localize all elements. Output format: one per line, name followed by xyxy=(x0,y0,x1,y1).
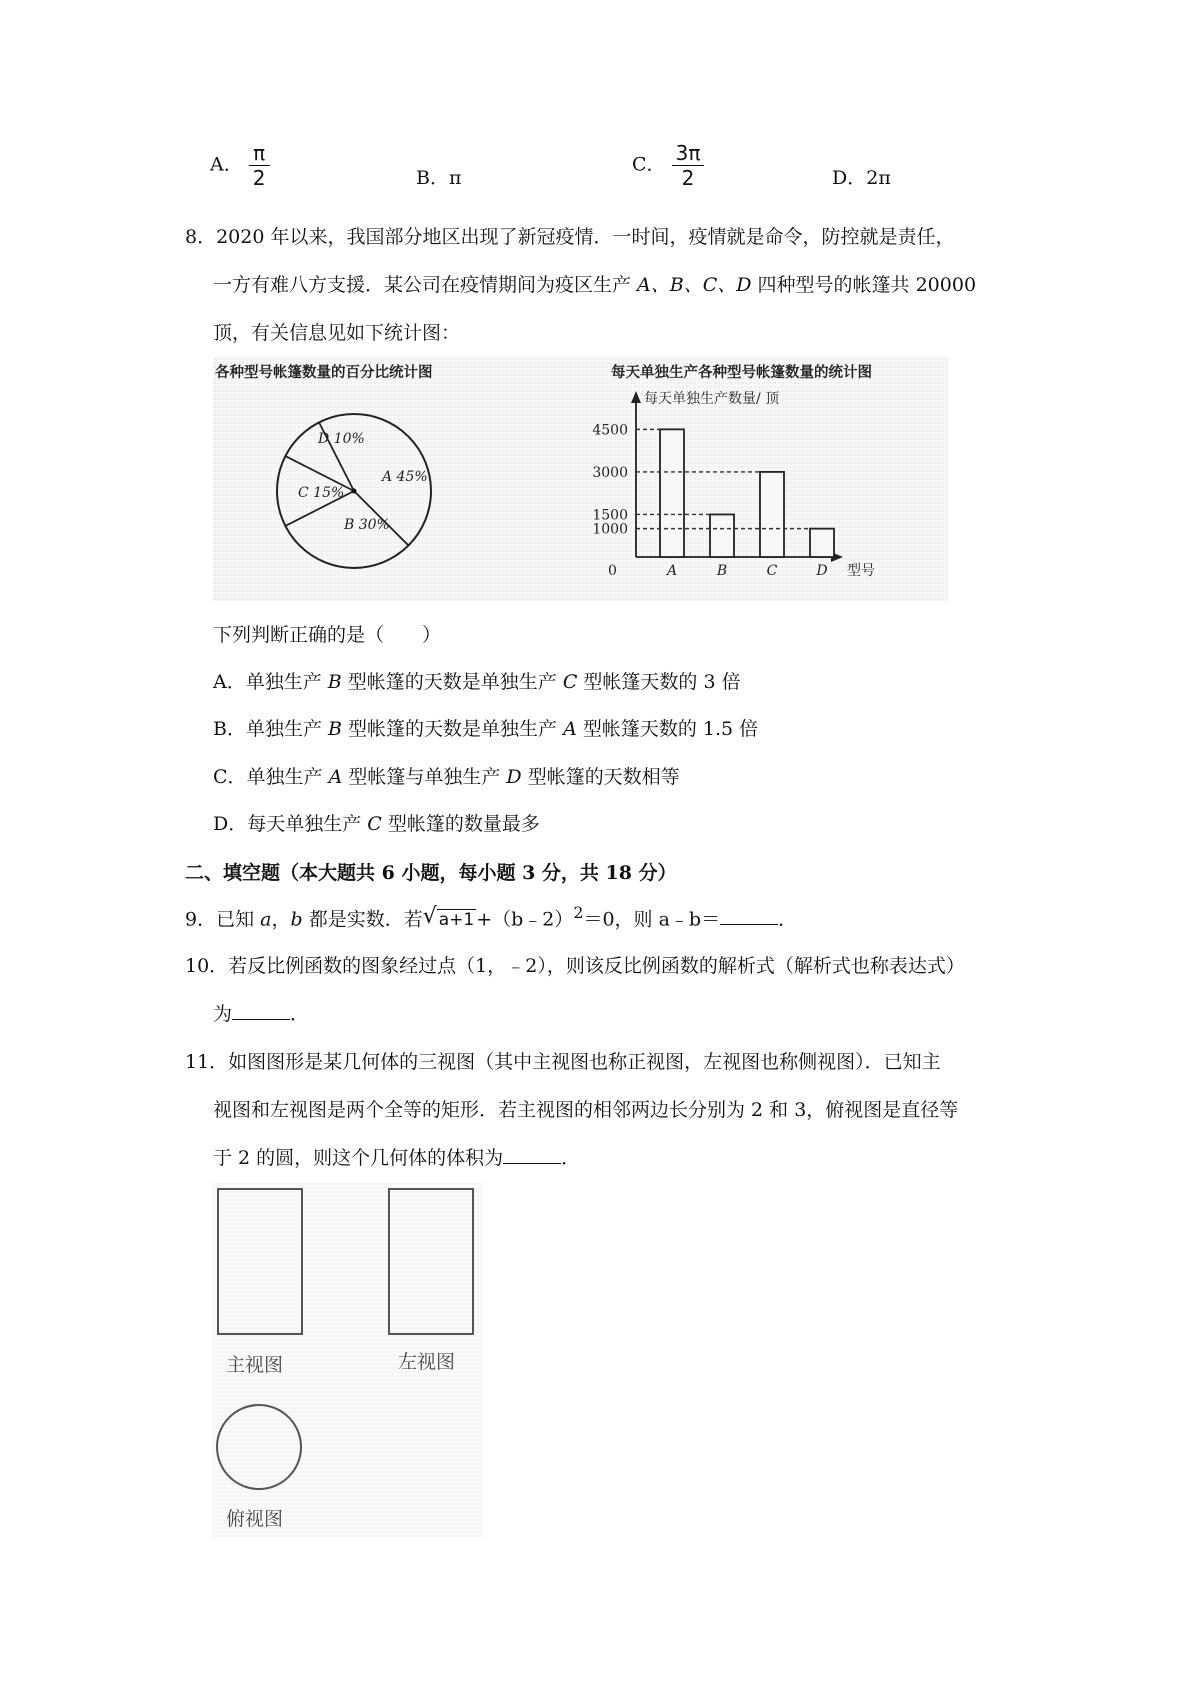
numerator: 3π xyxy=(672,141,705,166)
radicand: a+1 xyxy=(438,910,475,931)
model-name: A xyxy=(563,718,577,740)
pie-slice-label-c: C 15% xyxy=(298,485,345,501)
top-view-label: 俯视图 xyxy=(226,1508,284,1530)
bar-a xyxy=(660,429,684,557)
answer-blank[interactable] xyxy=(232,1001,290,1020)
y-tick-label: 3000 xyxy=(592,464,628,481)
q8-option xyxy=(213,809,540,836)
option-label: A． xyxy=(213,671,246,693)
x-tick-label: A xyxy=(666,563,678,579)
bar-chart xyxy=(592,390,875,579)
left-view-rectangle xyxy=(389,1189,473,1334)
q7-option-b xyxy=(416,163,461,190)
text: 型帐篷与单独生产 xyxy=(342,766,507,788)
q11-line-2: 视图和左视图是两个全等的矩形．若主视图的相邻两边长分别为 2 和 3，俯视图是直径等 xyxy=(213,1099,959,1121)
model-name: C xyxy=(562,671,578,693)
option-label: A． xyxy=(210,153,243,176)
text: ． xyxy=(290,1003,310,1025)
option-label: D． xyxy=(832,167,867,189)
text: 单独生产 xyxy=(245,671,328,693)
model-name: B xyxy=(327,671,342,693)
q7-option-d xyxy=(832,163,891,190)
pie-chart xyxy=(277,414,431,568)
option-text: 2π xyxy=(866,167,891,189)
text: 每天单独生产 xyxy=(247,813,368,835)
left-view-label: 左视图 xyxy=(398,1351,456,1373)
text: ＝0，则 a﹣b＝ xyxy=(583,908,721,931)
q11-line-1: 11．如图图形是某几何体的三视图（其中主视图也称正视图，左视图也称侧视图）．已知主 xyxy=(185,1051,941,1073)
y-tick-label: 4500 xyxy=(592,422,628,439)
bar-b xyxy=(710,514,734,557)
three-views-figure xyxy=(212,1182,483,1537)
fraction xyxy=(672,141,705,190)
y-axis-label: 每天单独生产数量/ 顶 xyxy=(644,391,780,407)
answer-blank[interactable] xyxy=(503,1145,561,1164)
y-tick-label: 1000 xyxy=(592,521,628,538)
q8-option xyxy=(213,667,741,694)
q8-line-2 xyxy=(213,270,976,297)
pie-slice-label-a: A 45% xyxy=(382,469,428,485)
text: 为 xyxy=(213,1003,233,1025)
text: （b﹣2） xyxy=(492,908,574,931)
answer-blank[interactable] xyxy=(720,906,778,925)
option-label: D． xyxy=(213,813,248,835)
text: 型帐篷天数的 3 倍 xyxy=(577,671,741,693)
bar-chart-title: 每天单独生产各种型号帐篷数量的统计图 xyxy=(611,365,872,381)
model-name: C xyxy=(367,813,382,835)
text: 于 2 的圆，则这个几何体的体积为 xyxy=(213,1147,504,1169)
option-label: C． xyxy=(632,153,666,176)
text: 四种型号的帐篷共 20000 xyxy=(751,274,977,296)
y-tick-label: 1500 xyxy=(592,507,628,524)
text: 单独生产 xyxy=(245,718,329,740)
option-label: C． xyxy=(213,766,247,788)
option-text: π xyxy=(448,167,462,189)
text: 单独生产 xyxy=(246,766,329,788)
q10-line-2 xyxy=(213,999,309,1026)
charts-svg xyxy=(213,357,948,601)
text: 都是实数．若 xyxy=(302,908,423,931)
model-name: D xyxy=(506,766,522,788)
model-names: A、B、C、D xyxy=(637,274,752,296)
pie-chart-title: 各种型号帐篷数量的百分比统计图 xyxy=(215,365,433,381)
denominator: 2 xyxy=(252,166,266,190)
pie-slice-label-b: B 30% xyxy=(344,517,390,533)
text: 一方有难八方支援．某公司在疫情期间为疫区生产 xyxy=(213,274,638,296)
model-name: A xyxy=(328,766,343,788)
section-title: 二、填空题（本大题共 6 小题，每小题 3 分，共 18 分） xyxy=(185,862,677,884)
var-a: a xyxy=(260,908,272,931)
exponent: 2 xyxy=(573,903,584,922)
q8-prompt: 下列判断正确的是（ ） xyxy=(213,624,442,646)
q8-line-1: 8．2020 年以来，我国部分地区出现了新冠疫情．一时间，疫情就是命令，防控就是责任， xyxy=(185,226,955,248)
option-label: B． xyxy=(213,718,246,740)
charts-figure xyxy=(213,357,948,601)
text: 9．已知 xyxy=(185,908,261,931)
numerator: π xyxy=(249,141,270,166)
q9-line: 9．已知 a，b 都是实数．若 √ a+1 +（b﹣2）$^2$＝0，则 a﹣b＝ ． xyxy=(185,903,798,931)
var-b: b xyxy=(290,908,303,931)
radical-sign: √ xyxy=(422,904,437,930)
option-label: B． xyxy=(416,167,449,189)
text: 型帐篷的数量最多 xyxy=(381,813,540,835)
text: 型帐篷的天数相等 xyxy=(521,766,680,788)
q11-line-3 xyxy=(213,1143,580,1170)
x-tick-label: B xyxy=(716,563,728,579)
q8-line-3: 顶，有关信息见如下统计图： xyxy=(213,322,461,344)
bar-c xyxy=(760,472,784,557)
q8-option xyxy=(213,714,758,741)
bar-d xyxy=(810,529,834,557)
q7-option-a xyxy=(210,141,270,190)
square-root xyxy=(422,904,476,931)
x-tick-label: D xyxy=(816,563,828,579)
text: ． xyxy=(561,1147,581,1169)
q7-option-c xyxy=(632,141,704,190)
front-view-rectangle xyxy=(218,1189,302,1334)
front-view-label: 主视图 xyxy=(226,1354,284,1376)
denominator: 2 xyxy=(681,166,695,190)
pie-slice-label-d: D 10% xyxy=(318,431,365,447)
model-name: B xyxy=(328,718,342,740)
pie-center xyxy=(352,489,357,494)
x-axis-label: 型号 xyxy=(847,563,875,579)
top-view-circle xyxy=(217,1405,301,1489)
fraction xyxy=(249,141,270,190)
x-tick-label: C xyxy=(766,563,778,579)
origin-label: 0 xyxy=(608,563,617,579)
q8-option xyxy=(213,762,680,789)
q10-line-1: 10．若反比例函数的图象经过点（1，﹣2），则该反比例函数的解析式（解析式也称表达式） xyxy=(185,955,965,977)
text: ． xyxy=(778,908,798,931)
y-axis-arrow xyxy=(631,391,641,403)
text: 型帐篷的天数是单独生产 xyxy=(341,718,564,740)
text: 型帐篷天数的 1.5 倍 xyxy=(576,718,759,740)
text: 型帐篷的天数是单独生产 xyxy=(341,671,563,693)
